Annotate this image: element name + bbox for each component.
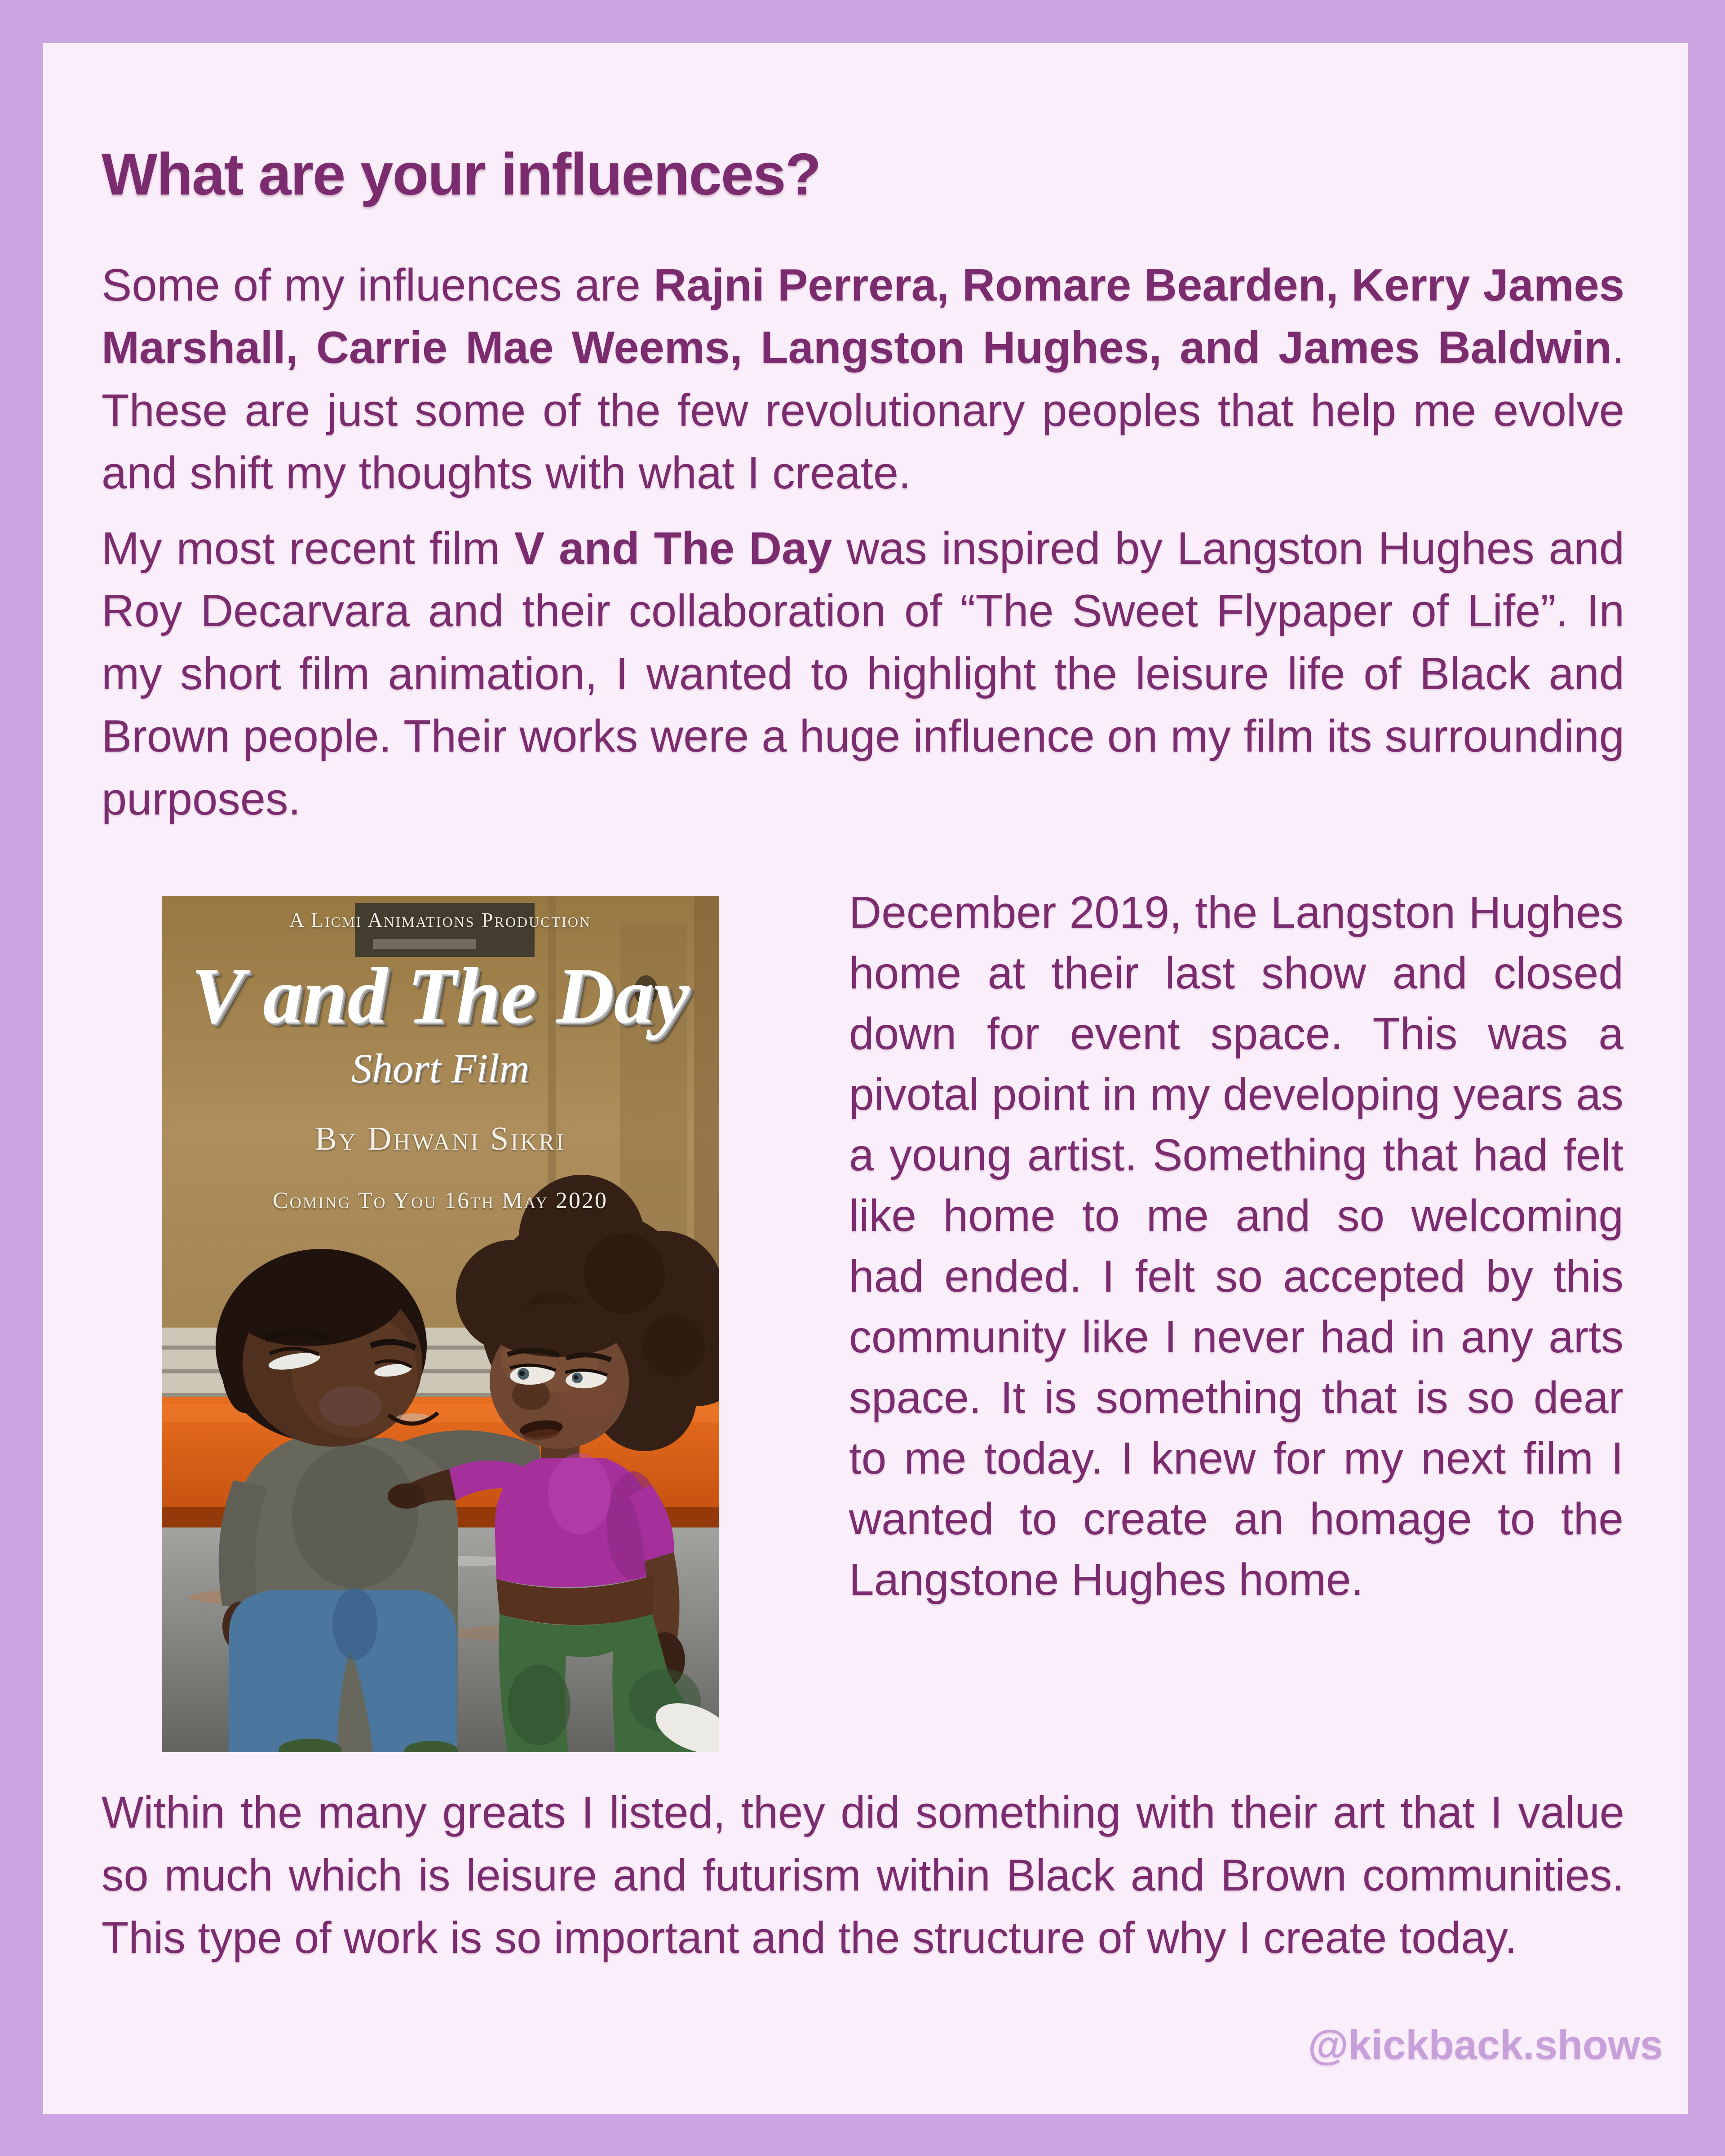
film-paragraph-pre: My most recent film — [102, 523, 514, 574]
right-character-face — [490, 1303, 629, 1449]
film-paragraph-post: was inspired by Langston Hughes and Roy Decarvara and their collaboration of “The Sweet Flypaper of Life”. In my short film animation, I wanted to highlight the leisure life of Black and Brown people. Their works were a huge influence on my film its surrounding purposes. — [102, 523, 1625, 824]
influences-paragraph — [102, 254, 1624, 505]
film-title-bold: V and The Day — [514, 523, 832, 574]
side-paragraph: December 2019, the Langston Hughes home at their last show and closed down for event space. This was a pivotal point in my developing years as a young artist. Something that had felt like home to me and so welcoming had ended. I felt so accepted by this community like I never had in any arts space. It is something that is so dear to me today. I knew for my next film I wanted to create an homage to the Langstone Hughes home. — [849, 887, 1623, 1605]
poster-release-date: Coming To You 16th May 2020 — [272, 1188, 608, 1213]
content-panel — [43, 43, 1688, 2114]
page-title: What are your influences? — [102, 141, 821, 207]
poster-subtitle: Short Film — [351, 1045, 530, 1091]
influences-names-bold: Rajni Perrera, Romare Bearden, Kerry James Marshall, Carrie Mae Weems, Langston Hughes, and James Baldwin — [102, 260, 1624, 373]
film-poster — [162, 896, 719, 1752]
influences-paragraph-post: . These are just some of the few revolutionary peoples that help me evolve and shift my thoughts with what I create. — [102, 323, 1624, 499]
film-paragraph — [102, 518, 1624, 831]
closing-paragraph: Within the many greats I listed, they did something with their art that I value so much which is leisure and futurism within Black and Brown communities. This type of work is so important and the structure of why I create today. — [102, 1787, 1624, 1963]
poster-production-credit: A Licmi Animations Production — [289, 908, 592, 931]
poster-title: V and The Day — [191, 951, 690, 1040]
poster-byline: By Dhwani Sikri — [314, 1120, 566, 1157]
influences-paragraph-pre: Some of my influences are — [102, 260, 654, 310]
instagram-handle: @kickback.shows — [1308, 2022, 1663, 2068]
